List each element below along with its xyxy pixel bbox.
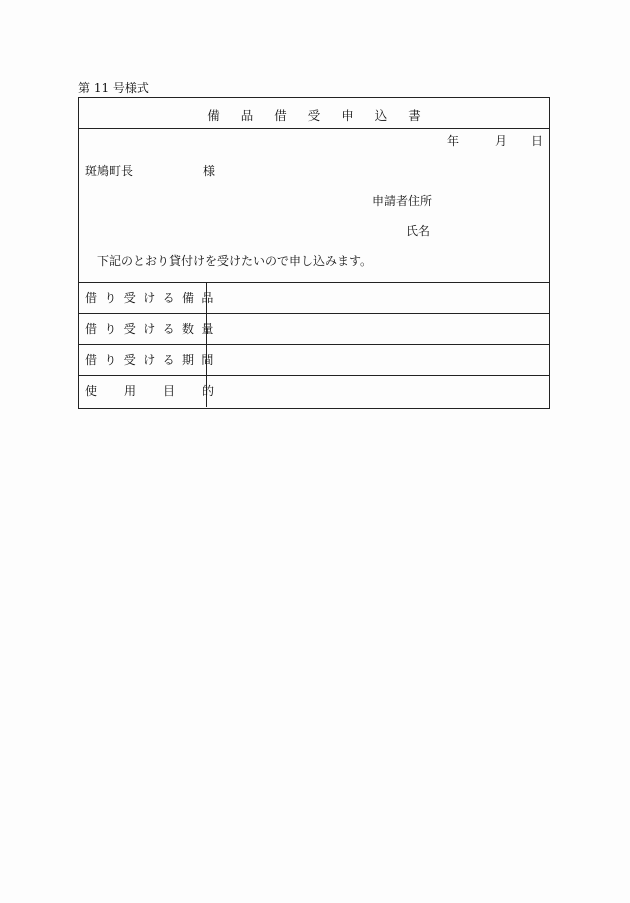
- application-statement: 下記のとおり貸付けを受けたいので申し込みます。: [97, 254, 373, 268]
- table-row-quantity: [79, 314, 549, 345]
- form-title: 備品借受申込書: [207, 108, 442, 123]
- recipient-name: 斑鳩町長: [85, 164, 134, 178]
- row-label-equipment: 借り受ける備品: [79, 283, 207, 313]
- row-label-quantity: 借り受ける数量: [79, 314, 207, 344]
- applicant-name-label: 氏名: [406, 224, 431, 238]
- row-value-purpose[interactable]: [207, 376, 549, 407]
- table-row-period: [79, 345, 549, 376]
- recipient-honorific: 様: [203, 164, 216, 178]
- table-row-equipment: [79, 283, 549, 314]
- table-row-purpose: [79, 376, 549, 407]
- row-value-equipment[interactable]: [207, 283, 549, 313]
- row-label-purpose: 使用目的: [79, 376, 207, 407]
- date-month-label: 月: [494, 134, 507, 148]
- title-row: [79, 98, 549, 129]
- form-number: 第 11 号様式: [78, 81, 149, 95]
- row-label-period: 借り受ける期間: [79, 345, 207, 375]
- row-value-quantity[interactable]: [207, 314, 549, 344]
- date-line: [447, 132, 543, 149]
- applicant-address-label: 申請者住所: [372, 194, 433, 208]
- application-form: [78, 97, 550, 409]
- details-table: [79, 282, 549, 407]
- row-value-period[interactable]: [207, 345, 549, 375]
- date-year-label: 年: [446, 134, 459, 148]
- date-day-label: 日: [530, 134, 543, 148]
